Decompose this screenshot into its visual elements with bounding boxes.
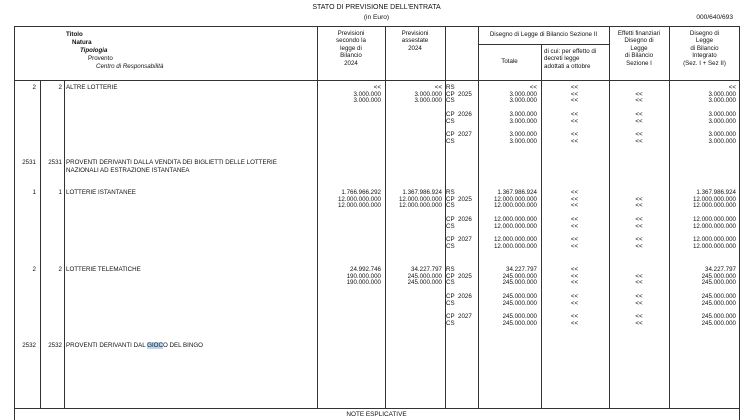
cell-type: CP	[446, 111, 455, 118]
cell-tot: 12.000.000.000	[493, 243, 537, 250]
cell-tot: 245.000.000	[502, 279, 537, 287]
header-effetti-sezione-i: Effetti finanziari Disegno di Legge di Bilancio Sezione I	[617, 30, 661, 67]
cell-eff: <<	[635, 216, 643, 223]
header-provento: Provento	[88, 55, 113, 62]
cell-eff: <<	[635, 313, 643, 321]
cell-tot: 3.000.000	[509, 138, 537, 145]
cell-type: CP	[446, 313, 455, 321]
cell-year: 2027	[458, 313, 472, 321]
cell-dl: <<	[570, 195, 579, 203]
cell-tot: 12.000.000.000	[493, 222, 537, 230]
cell-eff: <<	[635, 236, 643, 244]
cell-eff: <<	[635, 195, 643, 203]
row-label: LOTTERIE ISTANTANEE	[66, 189, 136, 196]
cell-type: CP	[446, 216, 455, 223]
cell-int: 245.000.000	[701, 293, 736, 300]
row-code-b: 1	[58, 189, 62, 196]
cell-eff: <<	[635, 243, 643, 250]
cell-type: CS	[446, 243, 455, 250]
cell-eff: <<	[635, 320, 643, 327]
highlighted-search-term: GIOC	[147, 342, 163, 349]
cell-dl: <<	[570, 202, 579, 210]
header-di-cui: di cui: per effetto di decreti legge adottati a ottobre	[544, 48, 597, 70]
cell-eff: <<	[635, 90, 643, 98]
cell-eff: <<	[635, 272, 643, 280]
cell-dl: <<	[570, 266, 579, 273]
cell-eff: <<	[635, 117, 643, 125]
row-code-b: 2	[58, 266, 62, 273]
cell-prev: 190.000.000	[346, 272, 381, 280]
row-code-b: 2	[58, 84, 62, 91]
cell-type: CS	[446, 202, 455, 210]
section-2531-title: PROVENTI DERIVANTI DALLA VENDITA DEI BIGLIETTI DELLE LOTTERIE NAZIONALI AD ESTRAZIONE ISTANTANEA	[66, 159, 277, 174]
cell-dl: <<	[570, 293, 579, 300]
row-code-a: 1	[32, 189, 36, 196]
cell-dl: <<	[570, 90, 579, 98]
header-centro: Centro di Responsabilità	[96, 63, 164, 70]
cell-eff: <<	[635, 97, 643, 105]
header-previsioni-assestate: Previsioni assestate 2024	[401, 30, 429, 52]
cell-type: RS	[446, 84, 455, 91]
section-2532-code-b: 2532	[48, 342, 62, 349]
cell-int: 12.000.000.000	[692, 222, 736, 230]
cell-type: CP	[446, 293, 455, 300]
cell-int: 3.000.000	[708, 131, 736, 139]
cell-type: CP	[446, 90, 455, 98]
cell-type: RS	[446, 266, 455, 273]
cell-dl: <<	[570, 97, 579, 105]
cell-int: 12.000.000.000	[692, 243, 736, 250]
cell-eff: <<	[635, 299, 643, 307]
cell-tot: 12.000.000.000	[493, 202, 537, 210]
cell-year: 2026	[458, 293, 472, 300]
section-2531-code-b: 2531	[48, 159, 62, 166]
cell-tot: 3.000.000	[509, 90, 537, 98]
cell-dl: <<	[570, 279, 579, 287]
cell-dl: <<	[570, 111, 579, 118]
cell-prev: <<	[373, 84, 381, 91]
cell-ass: 245.000.000	[407, 272, 442, 280]
cell-dl: <<	[570, 117, 579, 125]
cell-type: CS	[446, 279, 455, 287]
note-esplicative: NOTE ESPLICATIVE	[346, 411, 407, 418]
cell-prev: 3.000.000	[353, 90, 381, 98]
cell-eff: <<	[635, 111, 643, 118]
cell-int: 245.000.000	[701, 299, 736, 307]
cell-dl: <<	[570, 243, 579, 250]
cell-int: 12.000.000.000	[692, 202, 736, 210]
cell-year: 2025	[458, 90, 472, 98]
cell-tot: 12.000.000.000	[493, 195, 537, 203]
cell-ass: 12.000.000.000	[398, 202, 442, 210]
header-totale: Totale	[501, 58, 518, 65]
cell-prev: 190.000.000	[346, 279, 381, 287]
cell-ass: 3.000.000	[414, 97, 442, 105]
document-subtitle: (in Euro)	[363, 14, 390, 21]
cell-int: 1.367.986.924	[696, 189, 736, 196]
cell-prev: 3.000.000	[353, 97, 381, 105]
cell-year: 2025	[458, 195, 472, 203]
cell-ass: 1.367.986.924	[402, 189, 442, 196]
cell-eff: <<	[635, 138, 643, 145]
cell-eff: <<	[635, 131, 643, 139]
document-code: 000/640/693	[696, 14, 733, 21]
cell-ass: 3.000.000	[414, 90, 442, 98]
cell-ass: 245.000.000	[407, 279, 442, 287]
cell-ass: 12.000.000.000	[398, 195, 442, 203]
cell-int: 245.000.000	[701, 272, 736, 280]
cell-dl: <<	[570, 320, 579, 327]
cell-dl: <<	[570, 138, 579, 145]
cell-tot: 1.367.986.924	[497, 189, 537, 196]
row-label: LOTTERIE TELEMATICHE	[66, 266, 141, 273]
cell-dl: <<	[570, 272, 579, 280]
cell-tot: 3.000.000	[509, 131, 537, 139]
row-code-a: 2	[32, 266, 36, 273]
cell-int: 245.000.000	[701, 313, 736, 321]
cell-eff: <<	[635, 293, 643, 300]
document-title: STATO DI PREVISIONE DELL'ENTRATA	[312, 4, 441, 11]
cell-int: 245.000.000	[701, 279, 736, 287]
row-label: ALTRE LOTTERIE	[66, 84, 118, 91]
row-code-a: 2	[32, 84, 36, 91]
cell-type: CS	[446, 222, 455, 230]
cell-type: CS	[446, 97, 455, 105]
cell-eff: <<	[635, 222, 643, 230]
cell-int: 3.000.000	[708, 111, 736, 118]
cell-dl: <<	[570, 189, 579, 196]
cell-dl: <<	[570, 131, 579, 139]
cell-tot: 34.227.797	[506, 266, 537, 273]
cell-type: CS	[446, 117, 455, 125]
cell-tot: 3.000.000	[509, 111, 537, 118]
cell-int: 34.227.797	[705, 266, 736, 273]
cell-year: 2025	[458, 272, 472, 280]
header-titolo: Titolo	[66, 31, 83, 38]
header-previsioni-legge: Previsioni secondo la legge di Bilancio 2024	[336, 30, 366, 67]
cell-int: 245.000.000	[701, 320, 736, 327]
cell-prev: 12.000.000.000	[337, 195, 381, 203]
cell-int: 12.000.000.000	[692, 236, 736, 244]
header-ddl-sezione-ii: Disegno di Legge di Bilancio Sezione II	[489, 31, 598, 38]
cell-year: 2026	[458, 111, 472, 118]
cell-tot: <<	[529, 84, 537, 91]
cell-prev: 12.000.000.000	[337, 202, 381, 210]
cell-eff: <<	[635, 202, 643, 210]
cell-tot: 245.000.000	[502, 293, 537, 300]
cell-type: CS	[446, 138, 455, 145]
cell-ass: 34.227.797	[411, 266, 442, 273]
cell-year: 2027	[458, 236, 472, 244]
cell-dl: <<	[570, 222, 579, 230]
cell-tot: 245.000.000	[502, 313, 537, 321]
cell-tot: 245.000.000	[502, 272, 537, 280]
cell-type: CP	[446, 236, 455, 244]
section-2531-code-a: 2531	[22, 159, 36, 166]
cell-dl: <<	[570, 313, 579, 321]
cell-prev: 24.992.746	[350, 266, 381, 273]
cell-type: RS	[446, 189, 455, 196]
cell-eff: <<	[635, 279, 643, 287]
cell-type: CS	[446, 320, 455, 327]
cell-year: 2027	[458, 131, 472, 139]
cell-dl: <<	[570, 84, 579, 91]
cell-type: CP	[446, 272, 455, 280]
cell-int: 12.000.000.000	[692, 195, 736, 203]
cell-int: <<	[728, 84, 736, 91]
section-2532-title: PROVENTI DERIVANTI DAL GIOCO DEL BINGO	[66, 342, 203, 349]
cell-type: CS	[446, 299, 455, 307]
cell-tot: 12.000.000.000	[493, 236, 537, 244]
cell-int: 3.000.000	[708, 90, 736, 98]
cell-type: CP	[446, 131, 455, 139]
cell-tot: 245.000.000	[502, 299, 537, 307]
cell-tot: 3.000.000	[509, 97, 537, 105]
cell-dl: <<	[570, 216, 579, 223]
cell-type: CP	[446, 195, 455, 203]
cell-int: 3.000.000	[708, 138, 736, 145]
cell-int: 12.000.000.000	[692, 216, 736, 223]
cell-tot: 3.000.000	[509, 117, 537, 125]
cell-int: 3.000.000	[708, 117, 736, 125]
cell-int: 3.000.000	[708, 97, 736, 105]
cell-ass: <<	[434, 84, 442, 91]
section-2532-code-a: 2532	[22, 342, 36, 349]
cell-year: 2026	[458, 216, 472, 223]
cell-dl: <<	[570, 299, 579, 307]
cell-tot: 12.000.000.000	[493, 216, 537, 223]
cell-tot: 245.000.000	[502, 320, 537, 327]
header-tipologia: Tipologia	[80, 47, 108, 54]
header-ddl-integrato: Disegno di Legge di Bilancio Integrato (Sez. I + Sez II)	[683, 30, 726, 67]
cell-dl: <<	[570, 236, 579, 244]
cell-prev: 1.766.966.292	[341, 189, 381, 196]
header-natura: Natura	[72, 39, 92, 46]
